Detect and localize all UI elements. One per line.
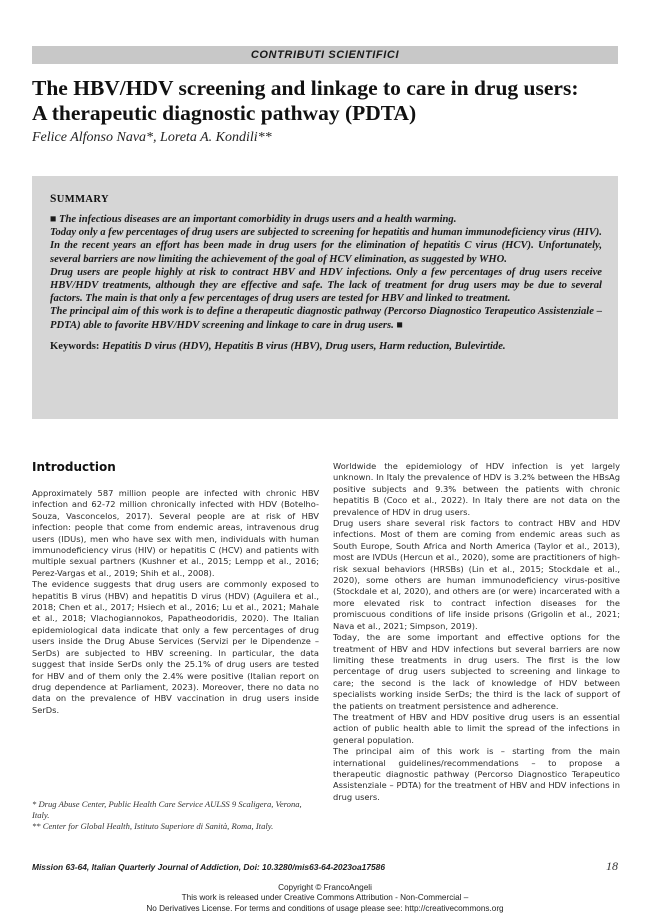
body-paragraph: Approximately 587 million people are infected with chronic HBV infection and 62-72 million chronically infected with HDV (Botelho-Souza, Vasconcelos, 2017). Several people are at risk of HBV infection: people that come from endemic areas, intravenous drug users (IDUs), men who have sex with men, individuals with human immunodeficiency virus (HIV) or hepatitis C (HCV) and patients with multiple sexual partners (Kushner et al., 2015; Lempp et al., 2016; Perez-Vargas et al., 2019; Shih et al., 2008). [32,488,319,578]
copyright-line: Copyright © FrancoAngeli [278,883,372,892]
summary-heading-initial: S [50,193,57,205]
copyright-line: No Derivatives License. For terms and conditions of usage please see: http://creativecommons.org [146,903,504,913]
summary-paragraph: Today only a few percentages of drug users are subjected to screening for hepatitis and human immunodeficiency virus (HIV). [50,227,602,239]
footnote: * Drug Abuse Center, Public Health Care Service AULSS 9 Scaligera, Verona, Italy. [32,799,302,821]
title-line-1: The HBV/HDV screening and linkage to care in drug users: [32,76,579,100]
article-title [32,76,622,126]
footnote: ** Center for Global Health, Istituto Superiore di Sanità, Roma, Italy. [32,821,274,832]
body-paragraph: Today, the are some important and effective options for the treatment of HBV and HDV infections but several barriers are now limiting these treatments in drug users. The first is the low percentage of drug users subjected to screening and linkage to care; the second is the lack of knowledge of HDV between specialists working inside SerDs; the third is the lack of support of the patients on treatment persistence and adherence. [333,632,620,711]
body-paragraph: Drug users share several risk factors to contract HBV and HDV infections. Most of them are coming from endemic areas such as South Europe, South Africa and North America (Taylor et al., 2013), most are IVDUs (Hercun et al., 2020), some are practitioners of high-risk sexual behaviors (HRSBs) (Lin et al., 2015; Stockdale et al., 2020), some others are human immunodeficiency virus-positive (Stockdale et al, 2020), and others are (or were) incarcerated with a more elevated risk to contract infection diseases for the promiscuous conditions of life inside prisons (Grigolin et al., 2021; Nava et al., 2021; Simpson, 2019). [333,518,620,631]
title-line-2: A therapeutic diagnostic pathway (PDTA) [32,101,417,125]
summary-text [50,213,602,353]
keywords-value: Hepatitis D virus (HDV), Hepatitis B virus (HBV), Drug users, Harm reduction, Bulevirtide. [102,340,506,352]
keywords-label: Keywords: [50,340,100,352]
summary-paragraph: The principal aim of this work is to define a therapeutic diagnostic pathway (Percorso Diagnostico Terapeutico Assistenziale – PDTA) able to favorite HBV/HDV screening and linkage to care in drug users. ■ [50,306,602,331]
keywords [50,340,602,353]
right-column [333,461,620,803]
journal-citation: Mission 63-64, Italian Quarterly Journal of Addiction, Doi: 10.3280/mis63-64-2023oa17586 [32,862,385,872]
body-paragraph: The evidence suggests that drug users are commonly exposed to hepatitis B virus (HBV) and hepatitis D virus (HDV) (Aguilera et al., 2018; Chen et al., 2017; Hsiech et al., 2016; Lu et al., 2021; Mahale et al., 2018; Vlachogiannokos, Papatheodoridis, 2020). The Italian epidemiological data indicate that only a few percentages of drug users inside the Drug Abuse Services (Servizi per le Dipendenze – SerDs) are subjected to HBV screening. In particular, the data suggest that inside SerDs only the 25.1% of drug users are tested for HBV and of them only the 2.4% were positive (Italian report on drug dependence at Parliament, 2023). Moreover, there no data no data on the prevalence of HBV vaccination in drug users inside SerDs. [32,579,319,715]
footnotes [32,799,319,833]
summary-heading-rest: UMMARY [56,194,109,205]
body-paragraph: The principal aim of this work is – starting from the main international guidelines/recommendations – to propose a therapeutic diagnostic pathway (Percorso Diagnostico Terapeutico Assistenziale – PDTA) for the treatment of HBV and HDV infections in drug users. [333,746,620,802]
page-number: 18 [606,859,618,873]
introduction-heading: Introduction [32,460,116,474]
summary-paragraph: In the recent years an effort has been made in drug users for the elimination of hepatitis C virus (HCV). Unfortunately, several barriers are now limiting the achievement of the goal of HCV elimination, as suggested by WHO. [50,240,602,265]
section-label: CONTRIBUTI SCIENTIFICI [32,46,618,64]
copyright-notice [0,883,650,914]
body-paragraph: The treatment of HBV and HDV positive drug users is an essential action of public health able to limit the spread of the infections in general population. [333,711,620,745]
summary-heading [50,193,109,205]
authors: Felice Alfonso Nava*, Loreta A. Kondili** [32,130,272,145]
left-column [32,488,319,716]
body-paragraph: Worldwide the epidemiology of HDV infection is yet largely unknown. In Italy the prevalence of HDV is 3.2% between the HBsAg positive subjects and 9.3% between the patients with chronic hepatitis B (Coco et al., 2022). In Italy there are not data on the prevalence of HDV in drug users. [333,461,620,517]
summary-paragraph: Drug users are people highly at risk to contract HBV and HDV infections. Only a few percentages of drug users receive HBV/HDV treatments, although they are effective and safe. The lack of treatment for drug users may be due to several factors. The main is that only a few percentages of drug users are tested for HBV and linked to treatment. [50,266,602,305]
summary-paragraph: ■ The infectious diseases are an important comorbidity in drugs users and a health warming. [50,214,457,225]
copyright-line: This work is released under Creative Commons Attribution - Non-Commercial – [181,893,469,903]
